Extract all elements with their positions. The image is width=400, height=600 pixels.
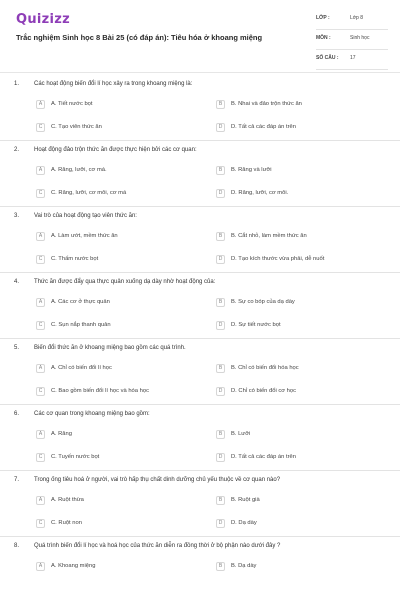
option-text: D. Răng, lưỡi, cơ môi. — [231, 190, 289, 196]
option-letter-box: D — [216, 387, 225, 396]
option-d[interactable] — [216, 451, 296, 463]
option-text: C. Tạo viên thức ăn — [51, 124, 102, 130]
question-text: Trong ống tiêu hoá ở người, vai trò hấp thụ chất dinh dưỡng chủ yếu thuộc về cơ quan nào? — [34, 477, 281, 483]
option-text: D. Chỉ có biến đổi cơ học — [231, 388, 297, 394]
option-letter-box: C — [36, 255, 45, 264]
option-text: A. Khoang miệng — [51, 563, 96, 569]
question-text: Quá trình biến đổi lí học và hoá học của thức ăn diễn ra đồng thời ở bộ phận nào dưới đây ? — [34, 543, 281, 549]
question-2 — [0, 144, 400, 210]
option-text: A. Răng, lưỡi, cơ má. — [51, 167, 107, 173]
meta-label: LỚP : — [316, 15, 330, 21]
question-number: 3. — [14, 213, 20, 219]
option-text: B. Dạ dày — [231, 563, 257, 569]
option-b[interactable] — [216, 296, 295, 308]
option-text: A. Ruột thừa — [51, 497, 84, 503]
option-b[interactable] — [216, 428, 250, 440]
option-text: A. Các cơ ở thực quản — [51, 299, 110, 305]
option-letter-box: A — [36, 100, 45, 109]
option-a[interactable] — [36, 230, 118, 242]
question-text: Biến đổi thức ăn ở khoang miệng bao gồm các quá trình. — [34, 345, 186, 351]
quizizz-logo: Quizizz — [16, 12, 71, 27]
option-text: B. Chỉ có biến đổi hóa học — [231, 365, 299, 371]
option-d[interactable] — [216, 253, 324, 265]
option-a[interactable] — [36, 428, 72, 440]
option-text: D. Tất cả các đáp án trên — [231, 124, 296, 130]
question-divider — [0, 404, 400, 405]
option-c[interactable] — [36, 451, 99, 463]
question-text: Hoạt động đảo trộn thức ăn được thực hiện bởi các cơ quan: — [34, 147, 197, 153]
option-text: C. Bao gồm biến đổi lí học và hóa học — [51, 388, 149, 394]
option-letter-box: C — [36, 387, 45, 396]
meta-value: Sinh học — [350, 35, 370, 41]
question-divider — [0, 338, 400, 339]
option-b[interactable] — [216, 230, 307, 242]
option-text: B. Cắt nhỏ, làm mềm thức ăn — [231, 233, 307, 239]
option-d[interactable] — [216, 121, 296, 133]
option-letter-box: A — [36, 562, 45, 571]
option-a[interactable] — [36, 560, 95, 572]
question-6 — [0, 408, 400, 474]
question-number: 2. — [14, 147, 20, 153]
question-number: 5. — [14, 345, 20, 351]
option-c[interactable] — [36, 253, 98, 265]
option-letter-box: D — [216, 519, 225, 528]
question-3 — [0, 210, 400, 276]
option-d[interactable] — [216, 385, 296, 397]
option-text: B. Nhai và đảo trộn thức ăn — [231, 101, 302, 107]
question-divider — [0, 140, 400, 141]
option-text: A. Chỉ có biến đổi lí học — [51, 365, 112, 371]
option-letter-box: B — [216, 496, 225, 505]
option-letter-box: C — [36, 321, 45, 330]
option-b[interactable] — [216, 164, 272, 176]
option-d[interactable] — [216, 319, 281, 331]
option-c[interactable] — [36, 319, 111, 331]
option-a[interactable] — [36, 494, 84, 506]
question-text: Thức ăn được đẩy qua thực quản xuống dạ dày nhờ hoạt động của: — [34, 279, 216, 285]
question-text: Các hoạt động biến đổi lí học xảy ra trong khoang miệng là: — [34, 81, 193, 87]
meta-label: SỐ CÂU : — [316, 55, 339, 61]
option-b[interactable] — [216, 494, 260, 506]
option-letter-box: B — [216, 232, 225, 241]
option-c[interactable] — [36, 121, 102, 133]
meta-label: MÔN : — [316, 35, 331, 41]
option-letter-box: C — [36, 123, 45, 132]
option-c[interactable] — [36, 187, 126, 199]
option-letter-box: D — [216, 189, 225, 198]
option-a[interactable] — [36, 98, 93, 110]
option-letter-box: D — [216, 255, 225, 264]
question-text: Vai trò của hoạt động tạo viên thức ăn: — [34, 213, 137, 219]
question-4 — [0, 276, 400, 342]
question-list — [0, 78, 400, 600]
option-letter-box: A — [36, 430, 45, 439]
option-letter-box: D — [216, 321, 225, 330]
option-text: C. Ruột non — [51, 520, 82, 526]
option-letter-box: B — [216, 166, 225, 175]
question-1 — [0, 78, 400, 144]
option-letter-box: A — [36, 232, 45, 241]
worksheet-header — [0, 0, 400, 72]
option-letter-box: A — [36, 166, 45, 175]
option-text: C. Thấm nước bọt — [51, 256, 99, 262]
option-letter-box: C — [36, 519, 45, 528]
option-text: B. Ruột già — [231, 497, 260, 503]
option-a[interactable] — [36, 362, 112, 374]
option-text: B. Sự co bóp của dạ dày — [231, 299, 295, 305]
header-divider — [0, 72, 400, 73]
option-a[interactable] — [36, 296, 110, 308]
option-text: B. Răng và lưỡi — [231, 167, 272, 173]
option-letter-box: A — [36, 298, 45, 307]
option-c[interactable] — [36, 517, 82, 529]
question-divider — [0, 206, 400, 207]
option-letter-box: D — [216, 123, 225, 132]
meta-value: Lớp 8 — [350, 15, 364, 21]
option-text: D. Dạ dày — [231, 520, 257, 526]
option-letter-box: B — [216, 298, 225, 307]
option-text: D. Tạo kích thước vừa phải, dễ nuốt — [231, 256, 325, 262]
option-letter-box: B — [216, 430, 225, 439]
question-divider — [0, 272, 400, 273]
option-text: C. Tuyến nước bọt — [51, 454, 100, 460]
option-b[interactable] — [216, 98, 302, 110]
question-number: 7. — [14, 477, 20, 483]
meta-value: 17 — [350, 55, 356, 61]
question-divider — [0, 470, 400, 471]
question-7 — [0, 474, 400, 540]
option-b[interactable] — [216, 560, 256, 572]
question-number: 1. — [14, 81, 20, 87]
option-d[interactable] — [216, 187, 288, 199]
option-c[interactable] — [36, 385, 149, 397]
option-letter-box: B — [216, 562, 225, 571]
question-divider — [0, 536, 400, 537]
worksheet-title: Trắc nghiệm Sinh học 8 Bài 25 (có đáp án): Tiêu hóa ở khoang miệng — [16, 33, 263, 42]
option-d[interactable] — [216, 517, 257, 529]
option-letter-box: C — [36, 453, 45, 462]
option-text: A. Tiết nước bọt — [51, 101, 93, 107]
option-text: C. Sụn nắp thanh quản — [51, 322, 111, 328]
option-letter-box: C — [36, 189, 45, 198]
option-letter-box: A — [36, 496, 45, 505]
question-8 — [0, 540, 400, 600]
option-a[interactable] — [36, 164, 107, 176]
option-text: A. Làm ướt, mềm thức ăn — [51, 233, 118, 239]
option-text: A. Răng — [51, 431, 72, 437]
question-number: 8. — [14, 543, 20, 549]
question-text: Các cơ quan trong khoang miệng bao gồm: — [34, 411, 150, 417]
option-text: D. Tất cả các đáp án trên — [231, 454, 296, 460]
option-text: D. Sự tiết nước bọt — [231, 322, 281, 328]
option-text: B. Lưỡi — [231, 431, 251, 437]
option-letter-box: A — [36, 364, 45, 373]
question-number: 4. — [14, 279, 20, 285]
worksheet-meta — [316, 12, 388, 72]
option-letter-box: B — [216, 100, 225, 109]
option-text: C. Răng, lưỡi, cơ môi, cơ má — [51, 190, 127, 196]
question-number: 6. — [14, 411, 20, 417]
meta-row-class — [316, 12, 388, 30]
question-5 — [0, 342, 400, 408]
option-b[interactable] — [216, 362, 299, 374]
meta-row-count — [316, 52, 388, 70]
option-letter-box: D — [216, 453, 225, 462]
meta-row-subject — [316, 32, 388, 50]
option-letter-box: B — [216, 364, 225, 373]
